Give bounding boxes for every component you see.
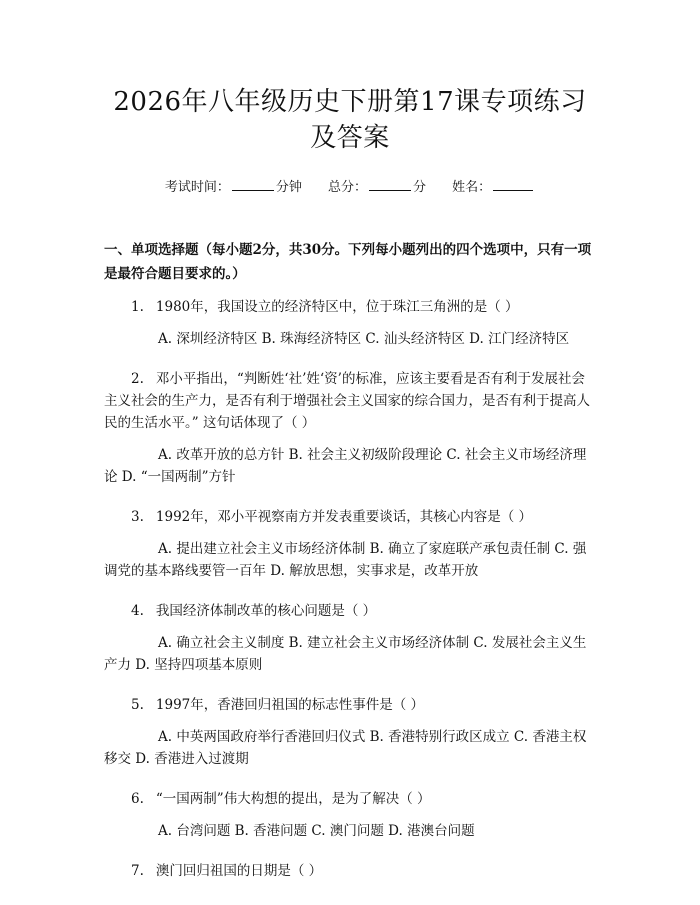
question-1 [104, 296, 596, 350]
total-score-unit: 分 [413, 180, 427, 195]
question-7 [104, 860, 596, 882]
question-stem [104, 600, 596, 622]
student-name-blank [493, 178, 533, 191]
question-options: A. 台湾问题 B. 香港问题 C. 澳门问题 D. 港澳台问题 [158, 823, 475, 839]
total-score-field [328, 178, 426, 198]
question-2 [104, 368, 596, 488]
question-number: 4. [131, 603, 144, 619]
question-stem [104, 694, 596, 716]
exam-info-line [104, 178, 596, 198]
question-text: 1992年，邓小平视察南方并发表重要谈话，其核心内容是（ ） [155, 509, 533, 525]
question-options: A. 确立社会主义制度 B. 建立社会主义市场经济体制 C. 发展社会主义生产力 D. 坚持四项基本原则 [104, 635, 587, 673]
question-stem [104, 368, 596, 434]
question-stem [104, 860, 596, 882]
question-6 [104, 788, 596, 842]
question-number: 2. [131, 371, 144, 387]
question-text: 我国经济体制改革的核心问题是（ ） [155, 603, 377, 619]
question-text: “一国两制”伟大构想的提出，是为了解决（ ） [155, 791, 431, 807]
question-options: A. 改革开放的总方针 B. 社会主义初级阶段理论 C. 社会主义市场经济理论 D. “一国两制”方针 [104, 447, 587, 485]
question-number: 6. [131, 791, 144, 807]
exam-time-blank [232, 178, 274, 191]
question-number: 3. [131, 509, 144, 525]
total-score-blank [369, 178, 411, 191]
exam-time-label: 考试时间： [164, 180, 230, 195]
question-stem [104, 788, 596, 810]
question-number: 7. [131, 863, 144, 879]
question-text: 澳门回归祖国的日期是（ ） [155, 863, 323, 879]
question-4 [104, 600, 596, 676]
question-options: A. 中英两国政府举行香港回归仪式 B. 香港特别行政区成立 C. 香港主权移交 D. 香港进入过渡期 [104, 729, 587, 767]
exam-time-unit: 分钟 [275, 180, 302, 195]
question-3 [104, 506, 596, 582]
question-text: 1997年，香港回归祖国的标志性事件是（ ） [155, 697, 425, 713]
document-title: 2026年八年级历史下册第17课专项练习及答案 [113, 87, 587, 153]
student-name-field [452, 178, 535, 198]
question-number: 1. [131, 299, 144, 315]
question-stem [104, 506, 596, 528]
question-stem [104, 296, 596, 318]
question-text: 1980年，我国设立的经济特区中，位于珠江三角洲的是（ ） [155, 299, 519, 315]
student-name-label: 姓名： [452, 180, 492, 195]
question-text: 邓小平指出，“判断姓‘社’姓‘资’的标准，应该主要看是否有利于发展社会主义社会的生产力，是否有利于增强社会主义国家的综合国力，是否有利于提高人民的生活水平。” 这句话体现了（ ） [104, 371, 590, 431]
question-options: A. 深圳经济特区 B. 珠海经济特区 C. 汕头经济特区 D. 江门经济特区 [158, 331, 570, 347]
section-heading: 一、单项选择题（每小题2分，共30分。下列每小题列出的四个选项中，只有一项是最符合题目要求的。） [104, 242, 592, 282]
question-number: 5. [131, 697, 144, 713]
exam-time-field [165, 178, 302, 198]
question-options: A. 提出建立社会主义市场经济体制 B. 确立了家庭联产承包责任制 C. 强调党的基本路线要管一百年 D. 解放思想，实事求是，改革开放 [104, 541, 587, 579]
total-score-label: 总分： [327, 180, 367, 195]
question-5 [104, 694, 596, 770]
